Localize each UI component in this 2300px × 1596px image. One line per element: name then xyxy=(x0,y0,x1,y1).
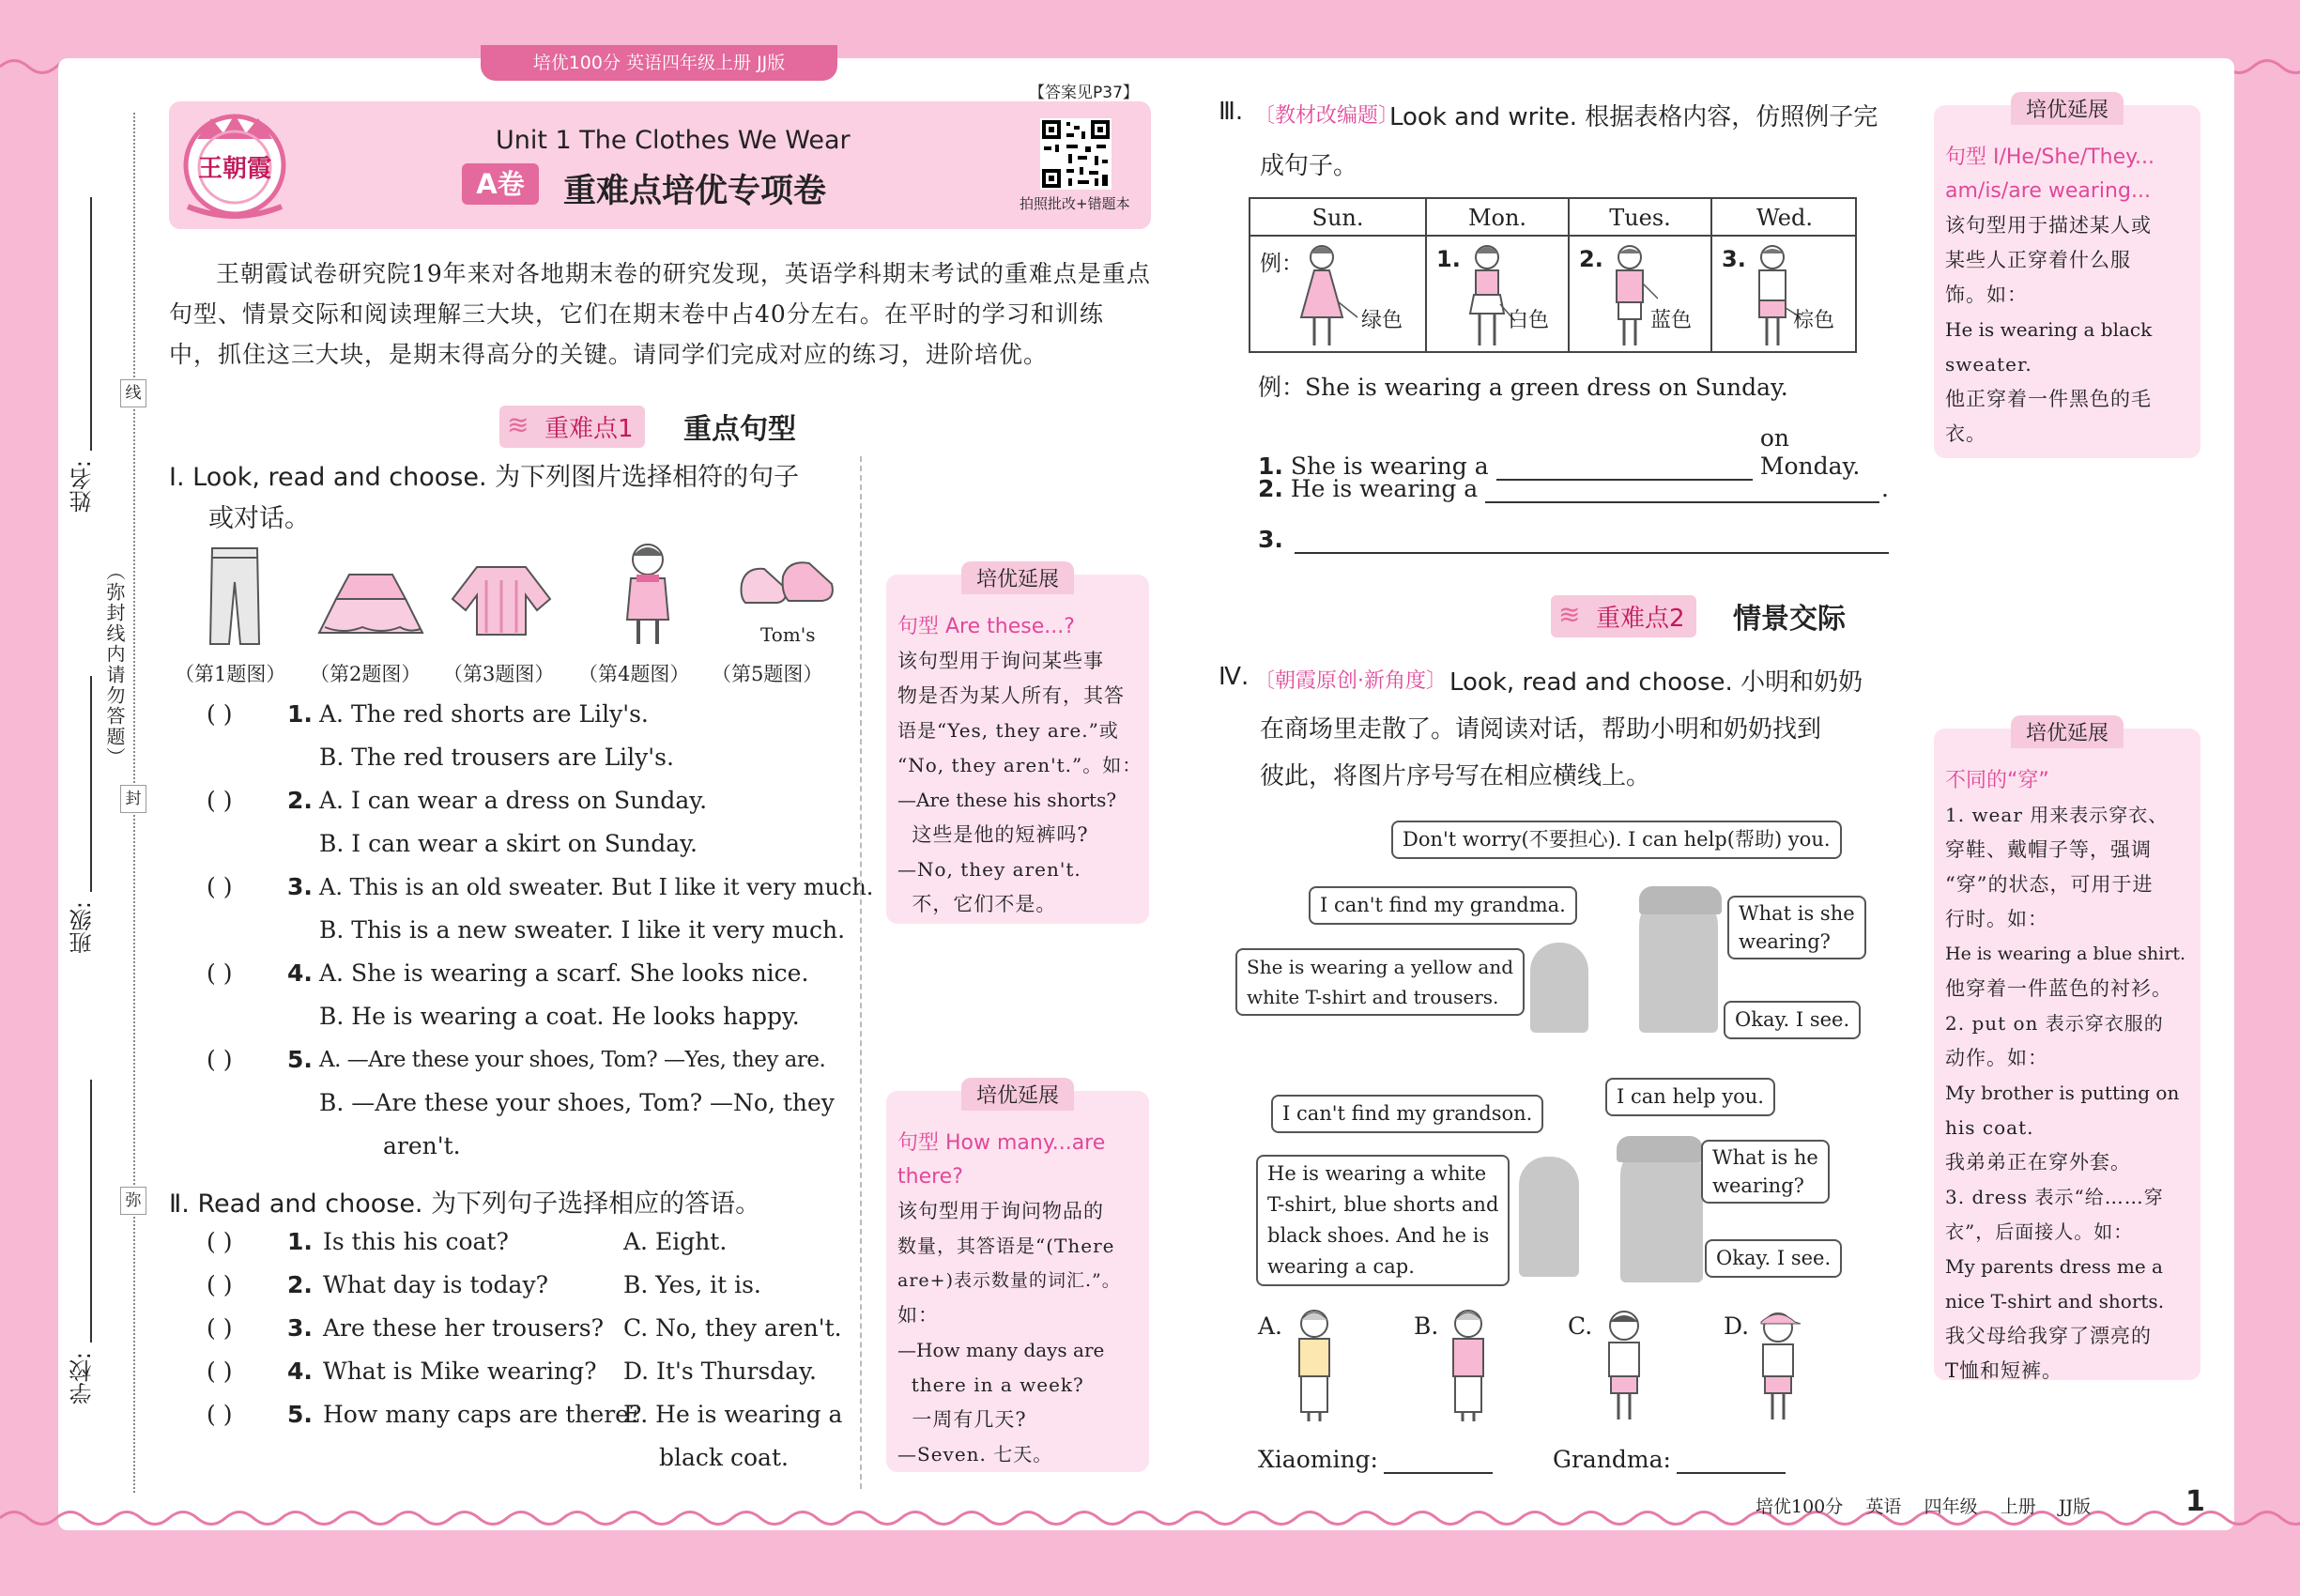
question-number: 5. xyxy=(287,1046,313,1073)
girl-scarf-picture xyxy=(610,539,685,650)
no-answer-notice: （弥封线内请勿答题） xyxy=(103,561,126,768)
skirt-picture xyxy=(315,571,426,638)
qr-code[interactable] xyxy=(1040,118,1112,190)
footer-info: 培优100分 英语 四年级 上册 JJ版 xyxy=(1756,1496,2092,1517)
tip-heading: 培优延展 xyxy=(961,1078,1074,1111)
reply-option: E. He is wearing a xyxy=(623,1401,843,1428)
answer-paren[interactable]: ( ) xyxy=(207,1401,233,1428)
series-tab: 培优100分 英语四年级上册 JJ版 xyxy=(481,45,837,81)
tip-line: nice T-shirt and shorts. xyxy=(1945,1290,2165,1312)
part3-tag: 〔教材改编题〕 xyxy=(1254,104,1400,128)
option-b: B. This is a new sweater. I like it very much. xyxy=(319,916,846,944)
answer-blank[interactable] xyxy=(1677,1450,1786,1474)
xiaoming-answer: Xiaoming: xyxy=(1258,1446,1493,1474)
tip-line: “穿”的状态，可用于进 xyxy=(1945,873,2154,896)
class-line xyxy=(90,676,92,892)
color-blue: 蓝色 xyxy=(1650,309,1693,332)
tip-heading: 培优延展 xyxy=(2011,715,2124,748)
option-label-d: D. xyxy=(1724,1312,1750,1340)
tip-line: his coat. xyxy=(1945,1116,2034,1139)
paper-title: 重难点培优专项卷 xyxy=(563,173,827,210)
part4-tag: 〔朝霞原创·新角度〕 xyxy=(1254,669,1447,693)
staff-silhouette xyxy=(1620,1142,1703,1282)
qr-caption: 拍照批改+错题本 xyxy=(1020,195,1130,212)
school-label: 学校: xyxy=(69,1352,96,1405)
option-a: A. The red shorts are Lily's. xyxy=(319,700,649,728)
tip-line: 饰。如： xyxy=(1945,284,2028,306)
tip-subtitle: 句型 How many...are xyxy=(897,1131,1106,1155)
tip-line: 行时。如： xyxy=(1945,908,2048,930)
part4-numeral: Ⅳ. xyxy=(1219,663,1250,691)
option-label-a: A. xyxy=(1258,1312,1283,1340)
question-number: 3. xyxy=(287,1314,313,1342)
speech-bubble: What is she wearing? xyxy=(1727,896,1866,959)
reply-option-cont: black coat. xyxy=(659,1444,789,1471)
color-white: 白色 xyxy=(1508,309,1550,332)
tip-line: 衣”，后面接人。如： xyxy=(1945,1220,2134,1243)
tip-line: 1. wear 用来表示穿衣、 xyxy=(1945,804,2169,826)
tip-line: 不，它们不是。 xyxy=(897,893,1057,915)
answer-paren[interactable]: ( ) xyxy=(207,1358,233,1385)
speech-bubble: What is he wearing? xyxy=(1701,1140,1830,1204)
page-number: 1 xyxy=(2185,1485,2205,1518)
boy-c-figure xyxy=(1596,1307,1652,1425)
answer-blank[interactable] xyxy=(1295,529,1889,554)
tip-line: 该句型用于询问某些事 xyxy=(897,650,1104,672)
day-tues: Tues. xyxy=(1609,205,1671,231)
part4-instruction: Look, read and choose. 小明和奶奶 xyxy=(1449,668,1863,697)
speech-bubble: I can't find my grandma. xyxy=(1309,886,1577,925)
color-brown: 棕色 xyxy=(1793,309,1835,332)
cell-example-label: 例： xyxy=(1260,252,1303,276)
tip-line: My brother is putting on xyxy=(1945,1082,2180,1104)
part3-q2: 2. He is wearing a . xyxy=(1258,475,1889,502)
tip-box-chuan xyxy=(1934,722,2200,1382)
part1-instruction: Ⅰ. Look, read and choose. 为下列图片选择相符的句子 xyxy=(169,463,800,492)
grandma-b-figure xyxy=(1440,1307,1496,1425)
tip-line: 他穿着一件蓝色的衬衫。 xyxy=(1945,977,2172,1000)
class-label: 班级: xyxy=(69,901,96,955)
school-line xyxy=(90,1080,92,1343)
answer-blank[interactable] xyxy=(1485,479,1879,503)
answer-paren[interactable]: ( ) xyxy=(207,787,233,814)
logo-badge xyxy=(169,101,300,229)
tip-line: —How many days are xyxy=(897,1339,1105,1361)
option-label-b: B. xyxy=(1414,1312,1439,1340)
option-a: A. This is an old sweater. But I like it very much. xyxy=(319,874,874,900)
part3-q1: 1. She is wearing a on Monday. xyxy=(1258,424,1861,480)
column-separator xyxy=(860,456,862,1489)
xian-mark: 线 xyxy=(120,379,146,407)
question-text: How many caps are there? xyxy=(323,1401,642,1428)
speech-bubble: Okay. I see. xyxy=(1705,1239,1842,1278)
part4-instruction-cont: 在商场里走散了。请阅读对话，帮助小明和奶奶找到 xyxy=(1260,715,1822,744)
part3-instruction-cont: 成句子。 xyxy=(1260,152,1358,180)
feng-mark: 封 xyxy=(120,785,146,813)
question-text: What day is today? xyxy=(323,1271,548,1298)
tip-line: My parents dress me a xyxy=(1945,1255,2163,1278)
question-number: 4. xyxy=(287,959,313,987)
tip-line: 语是“Yes, they are.”或 xyxy=(897,719,1119,742)
tip-heading: 培优延展 xyxy=(2011,92,2124,125)
part3-numeral: Ⅲ. xyxy=(1219,98,1244,126)
tip-line: 我父母给我穿了漂亮的 xyxy=(1945,1325,2152,1347)
tip-line: —Are these his shorts? xyxy=(897,789,1117,811)
color-green: 绿色 xyxy=(1361,309,1403,332)
option-a: A. She is wearing a scarf. She looks nice. xyxy=(319,959,809,987)
name-label: 姓名: xyxy=(69,460,96,514)
option-b: B. He is wearing a coat. He looks happy. xyxy=(319,1003,800,1030)
tip-line: 该句型用于询问物品的 xyxy=(897,1200,1104,1222)
question-text: Is this his coat? xyxy=(323,1228,509,1255)
tip-line: T恤和短裤。 xyxy=(1945,1359,2063,1382)
caption-1: （第1题图） xyxy=(175,663,286,685)
wave-icon: ≋ xyxy=(507,409,529,440)
tip-line: He is wearing a blue shirt. xyxy=(1945,944,2186,964)
question-number: 1. xyxy=(287,700,313,728)
staff-cap-silhouette xyxy=(1617,1136,1703,1162)
part4-instruction-cont: 彼此，将图片序号写在相应横线上。 xyxy=(1260,762,1651,790)
tip-subtitle-cont: am/is/are wearing... xyxy=(1945,179,2151,203)
answer-paren[interactable]: ( ) xyxy=(207,1046,233,1073)
answer-paren[interactable]: ( ) xyxy=(207,1271,233,1298)
tip-line: are+)表示数量的词汇.”。 xyxy=(897,1270,1121,1291)
question-number: 2. xyxy=(287,787,313,814)
speech-bubble: Okay. I see. xyxy=(1724,1001,1861,1039)
grandma-silhouette xyxy=(1519,1157,1579,1277)
reply-option: A. Eight. xyxy=(623,1228,728,1255)
part3-instruction: Look and write. 根据表格内容，仿照例子完 xyxy=(1389,103,1878,131)
question-number: 3. xyxy=(287,873,313,900)
tip-line: 这些是他的短裤吗? xyxy=(897,823,1089,846)
part1-instruction-cont: 或对话。 xyxy=(208,504,310,533)
toms-label: Tom's xyxy=(760,623,816,646)
reply-option: D. It's Thursday. xyxy=(623,1358,817,1385)
question-text: Are these her trousers? xyxy=(323,1314,605,1342)
caption-2: （第2题图） xyxy=(310,663,422,685)
answer-paren[interactable]: ( ) xyxy=(207,959,233,987)
part3-example: 例：She is wearing a green dress on Sunday. xyxy=(1258,374,1788,401)
answer-paren[interactable]: ( ) xyxy=(207,1314,233,1342)
tip-line: 他正穿着一件黑色的毛 xyxy=(1945,388,2152,410)
tip-line: 某些人正穿着什么服 xyxy=(1945,249,2131,271)
day-wed: Wed. xyxy=(1756,205,1813,231)
answer-paren[interactable]: ( ) xyxy=(207,700,233,728)
tip-line: 穿鞋、戴帽子等，强调 xyxy=(1945,838,2152,861)
tip-line: 我弟弟正在穿外套。 xyxy=(1945,1151,2131,1174)
tip-line: 该句型用于描述某人或 xyxy=(1945,214,2152,237)
cell-number: 2. xyxy=(1579,246,1603,272)
grandma-answer: Grandma: xyxy=(1553,1446,1786,1474)
tip-box-are-these xyxy=(886,568,1149,924)
tip-line: 衣。 xyxy=(1945,422,1986,445)
focus2-label: ≋ 重难点2 xyxy=(1551,595,1696,637)
tip-heading: 培优延展 xyxy=(961,561,1074,594)
tip-line: —Seven. 七天。 xyxy=(897,1443,1053,1466)
option-b: B. —Are these your shoes, Tom? —No, they xyxy=(319,1089,835,1116)
part2-instruction: Ⅱ. Read and choose. 为下列句子选择相应的答语。 xyxy=(169,1189,761,1219)
tip-box-wearing xyxy=(1934,99,2200,458)
caption-5: （第5题图） xyxy=(712,663,823,685)
part3-q3: 3. xyxy=(1258,526,1889,554)
option-label-c: C. xyxy=(1568,1312,1593,1340)
focus1-title: 重点句型 xyxy=(683,413,796,446)
answer-blank[interactable] xyxy=(1384,1450,1493,1474)
staff-cap-silhouette xyxy=(1639,886,1722,914)
girl-skirt-drawing xyxy=(1459,242,1515,351)
unit-title: Unit 1 The Clothes We Wear xyxy=(496,126,851,155)
girl-dress-drawing xyxy=(1294,242,1359,351)
logo-lettering: 王朝霞 xyxy=(197,155,272,183)
tip-line: 动作。如： xyxy=(1945,1047,2048,1069)
name-line xyxy=(90,197,92,451)
tip-subtitle: 句型 Are these...? xyxy=(897,615,1075,638)
tip-line: 如： xyxy=(897,1304,939,1327)
question-number: 2. xyxy=(287,1271,313,1298)
focus2-title: 情景交际 xyxy=(1733,603,1846,636)
boy-silhouette xyxy=(1530,943,1588,1033)
shoes-picture xyxy=(736,556,839,622)
paper-label: A卷 xyxy=(462,163,539,205)
reply-option: C. No, they aren't. xyxy=(623,1314,842,1342)
focus1-label: ≋ 重难点1 xyxy=(499,406,645,448)
speech-bubble: He is wearing a white T-shirt, blue shorts and black shoes. And he is wearing a cap. xyxy=(1256,1155,1510,1286)
tip-line: sweater. xyxy=(1945,353,2032,376)
boy-d-figure xyxy=(1750,1307,1806,1425)
cell-number: 3. xyxy=(1722,246,1746,272)
boy-shirt-drawing xyxy=(1602,242,1658,351)
tip-box-how-many xyxy=(886,1084,1149,1472)
tip-subtitle: 句型 I/He/She/They... xyxy=(1945,146,2155,169)
tip-line: He is wearing a black xyxy=(1945,318,2153,341)
caption-4: （第4题图） xyxy=(578,663,690,685)
tip-line: —No, they aren't. xyxy=(897,858,1081,881)
answer-reference: 【答案见P37】 xyxy=(1029,84,1139,102)
option-b-cont: aren't. xyxy=(383,1132,461,1159)
mi-mark: 弥 xyxy=(120,1187,146,1215)
day-mon: Mon. xyxy=(1467,205,1527,231)
sweater-picture xyxy=(449,561,554,638)
tip-line: there in a week? xyxy=(897,1373,1084,1396)
speech-bubble: She is wearing a yellow and white T-shirt and trousers. xyxy=(1235,948,1525,1016)
grandma-a-figure xyxy=(1286,1307,1342,1425)
tip-subtitle: 不同的“穿” xyxy=(1945,769,2049,792)
reply-option: B. Yes, it is. xyxy=(623,1271,761,1298)
speech-bubble: I can't find my grandson. xyxy=(1271,1095,1543,1133)
tip-line: 物是否为某人所有，其答 xyxy=(897,684,1125,707)
cell-number: 1. xyxy=(1436,246,1461,272)
tip-subtitle-cont: there? xyxy=(897,1165,963,1189)
clothes-table xyxy=(1249,197,1857,353)
tip-line: 数量，其答语是“(There xyxy=(897,1235,1115,1257)
option-b: B. The red trousers are Lily's. xyxy=(319,744,674,771)
speech-bubble: I can help you. xyxy=(1605,1078,1775,1116)
trousers-picture xyxy=(205,545,265,648)
speech-bubble: Don't worry(不要担心). I can help(帮助) you. xyxy=(1391,821,1842,859)
option-a: A. —Are these your shoes, Tom? —Yes, they are. xyxy=(319,1048,826,1072)
option-a: A. I can wear a dress on Sunday. xyxy=(319,787,708,814)
tip-line: 一周有几天? xyxy=(897,1408,1027,1431)
answer-paren[interactable]: ( ) xyxy=(207,873,233,900)
caption-3: （第3题图） xyxy=(443,663,555,685)
wave-icon: ≋ xyxy=(1558,599,1581,630)
question-number: 4. xyxy=(287,1358,313,1385)
day-sun: Sun. xyxy=(1311,205,1364,231)
question-text: What is Mike wearing? xyxy=(323,1358,597,1385)
question-number: 5. xyxy=(287,1401,313,1428)
tip-line: 3. dress 表示“给……穿 xyxy=(1945,1186,2164,1208)
intro-paragraph: 王朝霞试卷研究院19年来对各地期末卷的研究发现，英语学科期末考试的重难点是重点句型、情景交际和阅读理解三大块，它们在期末卷中占40分左右。在平时的学习和训练中，抓住这三大块，是期末得高分的关键。请同学们完成对应的练习，进阶培优。 xyxy=(169,260,1151,368)
question-number: 1. xyxy=(287,1228,313,1255)
answer-paren[interactable]: ( ) xyxy=(207,1228,233,1255)
option-b: B. I can wear a skirt on Sunday. xyxy=(319,830,698,857)
tip-line: 2. put on 表示穿衣服的 xyxy=(1945,1012,2164,1035)
boy-shorts-drawing xyxy=(1744,242,1801,351)
tip-line: “No, they aren't.”。如： xyxy=(897,754,1142,776)
